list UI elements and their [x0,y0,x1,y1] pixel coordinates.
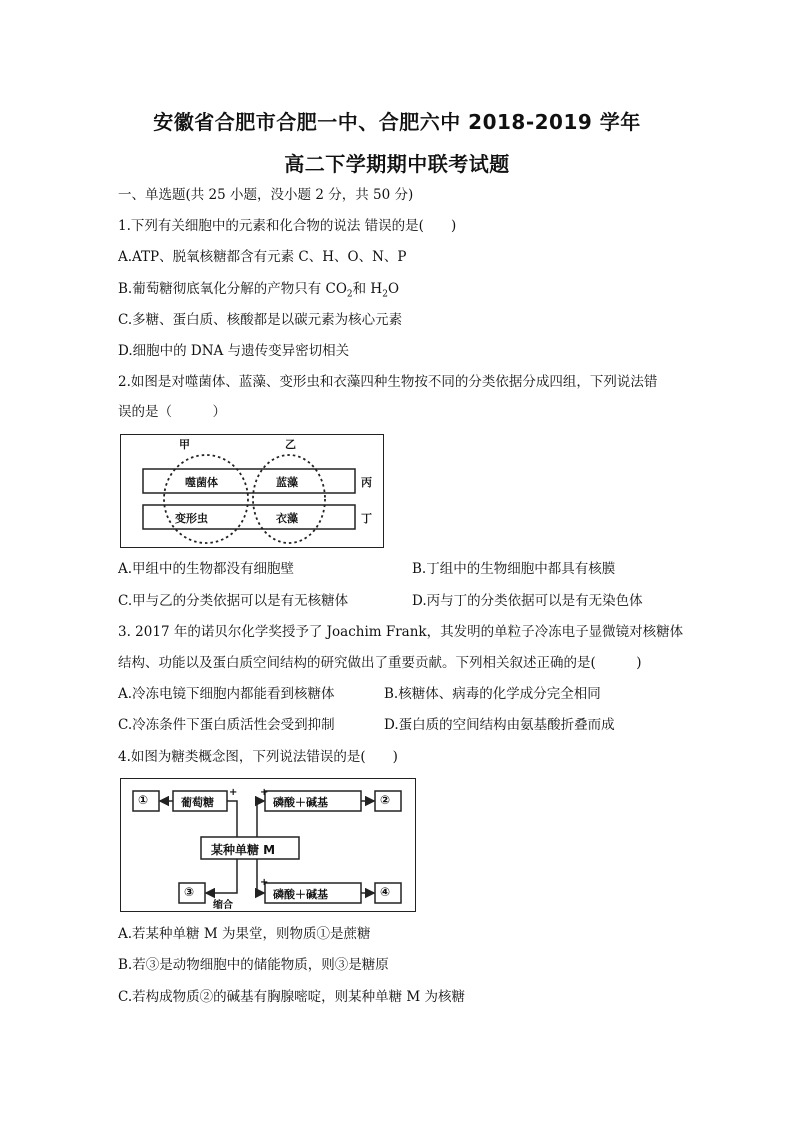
q2-option-b: B.丁组中的生物细胞中都具有核膜 [412,561,616,577]
q1-option-a: A.ATP、脱氧核糖都含有元素 C、H、O、N、P [118,249,407,265]
q2-classification-figure [120,434,384,548]
q2-option-d: D.丙与丁的分类依据可以是有无染色体 [412,593,643,609]
q1-option-d: D.细胞中的 DNA 与遗传变异密切相关 [118,343,350,359]
label-bacteriophage: 噬菌体 [185,476,218,489]
q1-option-b: B.葡萄糖彻底氧化分解的产物只有 $CO_2$和 $H_2O$ [118,281,400,300]
node-monosaccharide-m: 某种单糖 M [211,843,276,857]
node-4: ④ [380,885,391,899]
q1-stem: 1.下列有关细胞中的元素和化合物的说法 错误的是( ) [118,218,457,234]
section-heading: 一、单选题(共 25 小题，没小题 2 分，共 50 分) [118,187,414,203]
label-jia: 甲 [179,438,190,451]
plus-top: + [260,787,269,798]
q4-stem: 4.如图为糖类概念图，下列说法错误的是( ) [118,749,398,765]
q4-option-c: C.若构成物质②的碱基有胸腺嘧啶，则某种单糖 M 为核糖 [118,989,466,1005]
node-3: ③ [184,885,195,899]
q2-stem-line2: 误的是（ ） [118,404,226,420]
q4-sugar-concept-map [120,778,416,912]
label-yi: 乙 [285,438,296,451]
q4-option-a: A.若某种单糖 M 为果堂，则物质①是蔗糖 [118,926,371,942]
q2-figure-lines [121,435,383,547]
node-2: ② [380,793,391,807]
q2-option-a: A.甲组中的生物都没有细胞壁 [118,561,295,577]
label-ding: 丁 [361,512,372,525]
q3-option-b: B.核糖体、病毒的化学成分完全相同 [384,686,601,702]
plus-bottom: + [260,877,269,888]
node-phosphate-base-top: 磷酸＋碱基 [273,796,328,809]
label-chlamydomonas: 衣藻 [276,512,298,525]
label-condensation: 缩合 [213,900,233,911]
label-amoeba: 变形虫 [175,512,208,525]
q3-stem-line2: 结构、功能以及蛋白质空间结构的研究做出了重要贡献。下列相关叙述正确的是( ) [118,655,642,671]
label-bing: 丙 [361,476,372,489]
exam-title-line1: 安徽省合肥市合肥一中、合肥六中 2018-2019 学年 [153,110,641,134]
label-cyanobacteria: 蓝藻 [276,476,298,489]
q3-option-d: D.蛋白质的空间结构由氨基酸折叠而成 [384,717,615,733]
exam-title-line2: 高二下学期期中联考试题 [284,152,510,176]
plus-left: + [229,787,238,798]
q2-option-c: C.甲与乙的分类依据可以是有无核糖体 [118,593,349,609]
q1-option-c: C.多糖、蛋白质、核酸都是以碳元素为核心元素 [118,312,403,328]
node-glucose: 葡萄糖 [181,796,214,809]
q4-option-b: B.若③是动物细胞中的储能物质，则③是糖原 [118,957,389,973]
q3-stem-line1: 3. 2017 年的诺贝尔化学奖授予了 Joachim Frank，其发明的单粒子冷冻电子显微镜对核糖体 [118,624,684,640]
node-phosphate-base-bottom: 磷酸＋碱基 [273,888,328,901]
q2-stem-line1: 2.如图是对噬菌体、蓝藻、变形虫和衣藻四种生物按不同的分类依据分成四组，下列说法错 [118,374,658,390]
q3-option-a: A.冷冻电镜下细胞内都能看到核糖体 [118,686,335,702]
node-1: ① [138,793,149,807]
q3-option-c: C.冷冻条件下蛋白质活性会受到抑制 [118,717,335,733]
